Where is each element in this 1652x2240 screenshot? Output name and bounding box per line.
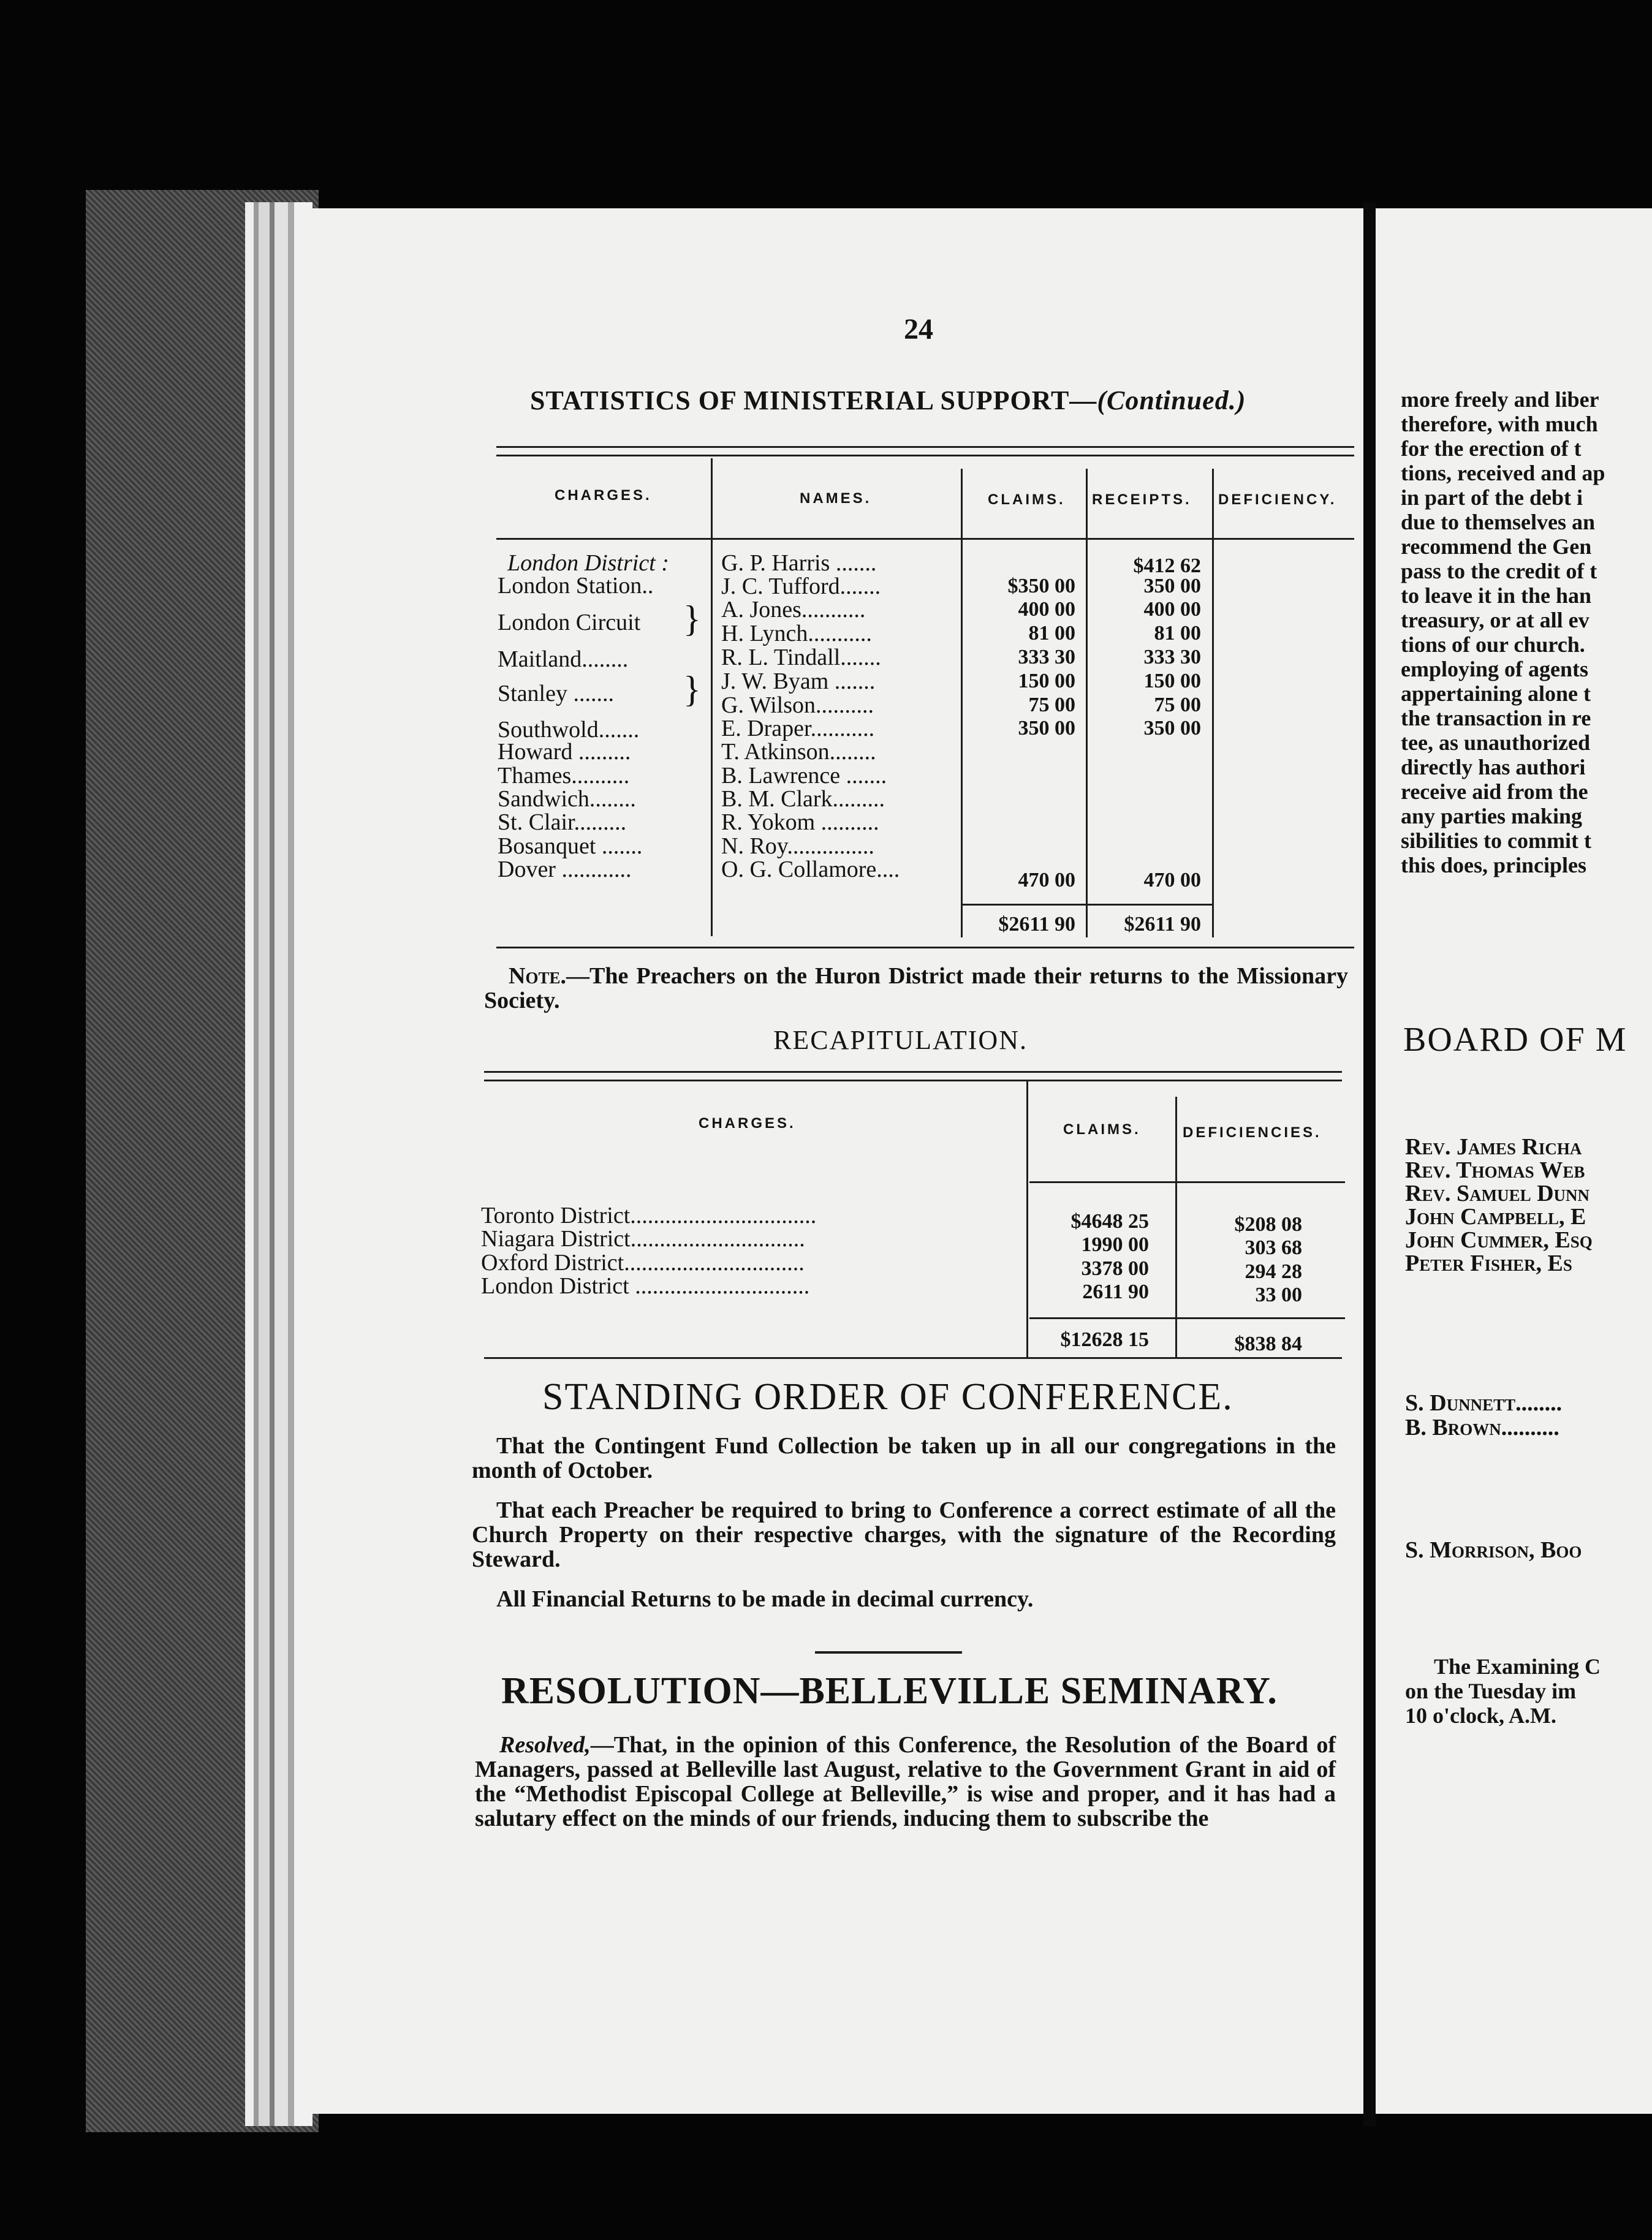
- name-row: A. Jones...........: [721, 597, 866, 622]
- recap-bottom-rule: [484, 1357, 1342, 1359]
- board-member: Rev. James Richa: [1405, 1134, 1582, 1160]
- charge-row: Southwold.......: [498, 717, 640, 743]
- recap-claim: 1990 00: [1081, 1233, 1149, 1256]
- claim-cell: 81 00: [1028, 622, 1075, 645]
- charge-row: Dover ............: [498, 857, 632, 882]
- name-row: G. P. Harris .......: [721, 550, 877, 576]
- receipt-cell: 333 30: [1143, 646, 1201, 668]
- name-row: B. M. Clark.........: [721, 786, 885, 812]
- claim-cell: 150 00: [1018, 670, 1075, 692]
- charge-row: Maitland........: [498, 646, 629, 672]
- right-text-line: this does, principles: [1401, 853, 1587, 877]
- right-text-line: receive aid from the: [1401, 779, 1588, 804]
- page-number: 24: [904, 313, 933, 346]
- standing-paragraph-3: All Financial Returns to be made in decimal currency.: [496, 1586, 1034, 1612]
- header-receipts: RECEIPTS.: [1092, 491, 1192, 508]
- book-steward-line: S. Morrison, Boo: [1405, 1537, 1582, 1563]
- recap-district: Oxford District...............................: [481, 1250, 805, 1276]
- resolution-paragraph: [475, 1733, 1336, 1831]
- stats-title: [530, 385, 1246, 416]
- recap-header-deficiencies: DEFICIENCIES.: [1183, 1124, 1322, 1141]
- name-row: R. Yokom ..........: [721, 809, 879, 835]
- resolution-title: RESOLUTION—BELLEVILLE SEMINARY.: [501, 1670, 1278, 1712]
- recap-district: London District ..............................: [481, 1273, 810, 1299]
- col-divider-4: [1212, 469, 1214, 937]
- resolution-text: —That, in the opinion of this Conference, the Resolution of the Board of Managers, passed at Belleville last August, relative to the Government Grant in aid of the “Methodist Episcopal College at Belleville,” is wise and proper, and it has had a salutary effect on the minds of our friends, inducing them to subscribe the: [475, 1732, 1336, 1831]
- recap-claim: 3378 00: [1081, 1257, 1149, 1280]
- page-gutter: [1363, 202, 1376, 2126]
- board-member: Rev. Thomas Web: [1405, 1157, 1585, 1183]
- name-row: J. C. Tufford.......: [721, 573, 881, 599]
- receipt-cell: $412 62: [1133, 554, 1201, 577]
- name-row: E. Draper...........: [721, 716, 875, 741]
- claims-total-rule: [961, 904, 1212, 906]
- recap-top-rule: [484, 1071, 1342, 1073]
- charge-row: London Station..: [498, 573, 654, 599]
- recap-deficiency: 303 68: [1245, 1236, 1302, 1259]
- name-row: O. G. Collamore....: [721, 857, 900, 882]
- receipt-cell: 400 00: [1143, 598, 1201, 621]
- table-bottom-rule: [496, 947, 1354, 948]
- table-top-rule-2: [496, 455, 1354, 456]
- header-charges: CHARGES.: [555, 487, 652, 504]
- recap-header-charges: CHARGES.: [699, 1115, 796, 1132]
- right-text-line: due to themselves an: [1401, 510, 1595, 534]
- name-row: R. L. Tindall.......: [721, 645, 881, 670]
- claims-total: $2611 90: [998, 913, 1075, 936]
- right-text-line: appertaining alone t: [1401, 681, 1591, 706]
- right-text-line: treasury, or at all ev: [1401, 608, 1589, 632]
- resolution-lead: Resolved,: [499, 1732, 591, 1758]
- right-text-line: directly has authori: [1401, 755, 1586, 779]
- right-text-line: in part of the debt i: [1401, 485, 1583, 510]
- right-text-line: for the erection of t: [1401, 436, 1582, 461]
- officer-line: B. Brown..........: [1405, 1415, 1559, 1440]
- name-row: J. W. Byam .......: [721, 668, 876, 694]
- header-claims: CLAIMS.: [988, 491, 1066, 508]
- recap-deficiency: 33 00: [1255, 1284, 1302, 1306]
- receipt-cell: 350 00: [1143, 717, 1201, 740]
- board-member: Peter Fisher, Es: [1405, 1251, 1572, 1276]
- charge-row: Bosanquet .......: [498, 833, 643, 859]
- board-member: John Campbell, E: [1405, 1204, 1586, 1230]
- board-member: Rev. Samuel Dunn: [1405, 1181, 1590, 1206]
- recap-district: Toronto District................................: [481, 1203, 817, 1228]
- recap-district: Niagara District..............................: [481, 1226, 805, 1252]
- charge-row: Stanley .......: [498, 681, 614, 706]
- note-paragraph: [484, 964, 1348, 1013]
- right-text-line: tee, as unauthorized: [1401, 730, 1590, 755]
- name-row: N. Roy...............: [721, 833, 874, 859]
- name-row: B. Lawrence .......: [721, 763, 887, 789]
- recap-deficiency: $208 08: [1234, 1213, 1302, 1236]
- claim-cell: 350 00: [1018, 717, 1075, 740]
- section-divider: [815, 1651, 962, 1654]
- recap-deficiency-total: $838 84: [1234, 1333, 1302, 1355]
- receipt-cell: 150 00: [1143, 670, 1201, 692]
- claim-cell: $350 00: [1007, 575, 1075, 597]
- receipt-cell: 81 00: [1154, 622, 1201, 645]
- right-text-line: tions of our church.: [1401, 632, 1585, 657]
- right-text-line: any parties making: [1401, 804, 1583, 828]
- recap-claim: $4648 25: [1070, 1210, 1149, 1233]
- right-text-line: sibilities to commit t: [1401, 828, 1591, 853]
- claim-cell: 333 30: [1018, 646, 1075, 668]
- examining-line: 10 o'clock, A.M.: [1405, 1703, 1556, 1728]
- note-prefix: Note.: [509, 963, 566, 989]
- standing-title: STANDING ORDER OF CONFERENCE.: [542, 1376, 1233, 1418]
- right-text-line: recommend the Gen: [1401, 534, 1592, 559]
- standing-paragraph-2: That each Preacher be required to bring to Conference a correct estimate of all the Church Property on their respective charges, with the signature of the Recording Steward.: [472, 1497, 1336, 1572]
- right-text-line: therefore, with much: [1401, 412, 1598, 436]
- standing-paragraph-1: That the Contingent Fund Collection be taken up in all our congregations in the month of October.: [472, 1433, 1336, 1483]
- charge-row: Howard .........: [498, 739, 631, 765]
- recap-claims-total: $12628 15: [1060, 1328, 1149, 1351]
- charge-row: London Circuit: [498, 610, 641, 635]
- right-text-line: tions, received and ap: [1401, 461, 1605, 485]
- col-divider-1: [711, 458, 713, 936]
- col-divider-3: [1086, 469, 1088, 937]
- examining-line: on the Tuesday im: [1405, 1679, 1577, 1703]
- charge-row: Sandwich........: [498, 786, 636, 812]
- brace-icon: }: [683, 599, 701, 639]
- receipt-cell: 350 00: [1143, 575, 1201, 597]
- recap-header-claims: CLAIMS.: [1063, 1121, 1141, 1138]
- name-row: G. Wilson..........: [721, 692, 874, 718]
- district-label: London District :: [507, 550, 669, 576]
- page-edges: [245, 202, 313, 2126]
- col-divider-2: [961, 469, 963, 937]
- receipt-cell: 470 00: [1143, 869, 1201, 891]
- claim-cell: 75 00: [1028, 694, 1075, 716]
- claim-cell: 470 00: [1018, 869, 1075, 891]
- brace-icon: }: [683, 669, 701, 709]
- header-names: NAMES.: [800, 490, 872, 507]
- charge-row: Thames..........: [498, 763, 630, 789]
- board-title: BOARD OF M: [1403, 1021, 1627, 1059]
- right-text-line: pass to the credit of t: [1401, 559, 1597, 583]
- recap-total-rule: [1029, 1317, 1345, 1319]
- examining-line: The Examining C: [1434, 1654, 1601, 1679]
- note-text: —The Preachers on the Huron District made their returns to the Missionary Society.: [484, 963, 1348, 1013]
- recap-claim: 2611 90: [1082, 1281, 1149, 1303]
- name-row: T. Atkinson........: [721, 739, 876, 765]
- recap-deficiency: 294 28: [1245, 1260, 1302, 1283]
- table-header-rule: [496, 538, 1354, 540]
- table-top-rule: [496, 446, 1354, 448]
- header-deficiency: DEFICIENCY.: [1218, 491, 1337, 508]
- recap-title: RECAPITULATION.: [773, 1025, 1028, 1055]
- recap-header-rule: [1029, 1181, 1345, 1183]
- stats-title-continued: (Continued.): [1097, 385, 1246, 415]
- right-text-line: the transaction in re: [1401, 706, 1591, 730]
- officer-line: S. Dunnett........: [1405, 1390, 1563, 1416]
- right-text-line: to leave it in the han: [1401, 583, 1591, 608]
- recap-divider-1: [1026, 1081, 1028, 1357]
- name-row: H. Lynch...........: [721, 621, 872, 646]
- receipts-total: $2611 90: [1124, 913, 1201, 936]
- board-member: John Cummer, Esq: [1405, 1227, 1593, 1253]
- recap-top-rule-2: [484, 1080, 1342, 1081]
- right-text-line: employing of agents: [1401, 657, 1588, 681]
- claim-cell: 400 00: [1018, 598, 1075, 621]
- right-text-line: more freely and liber: [1401, 387, 1599, 412]
- stats-title-main: STATISTICS OF MINISTERIAL SUPPORT—: [530, 385, 1097, 415]
- receipt-cell: 75 00: [1154, 694, 1201, 716]
- charge-row: St. Clair.........: [498, 809, 627, 835]
